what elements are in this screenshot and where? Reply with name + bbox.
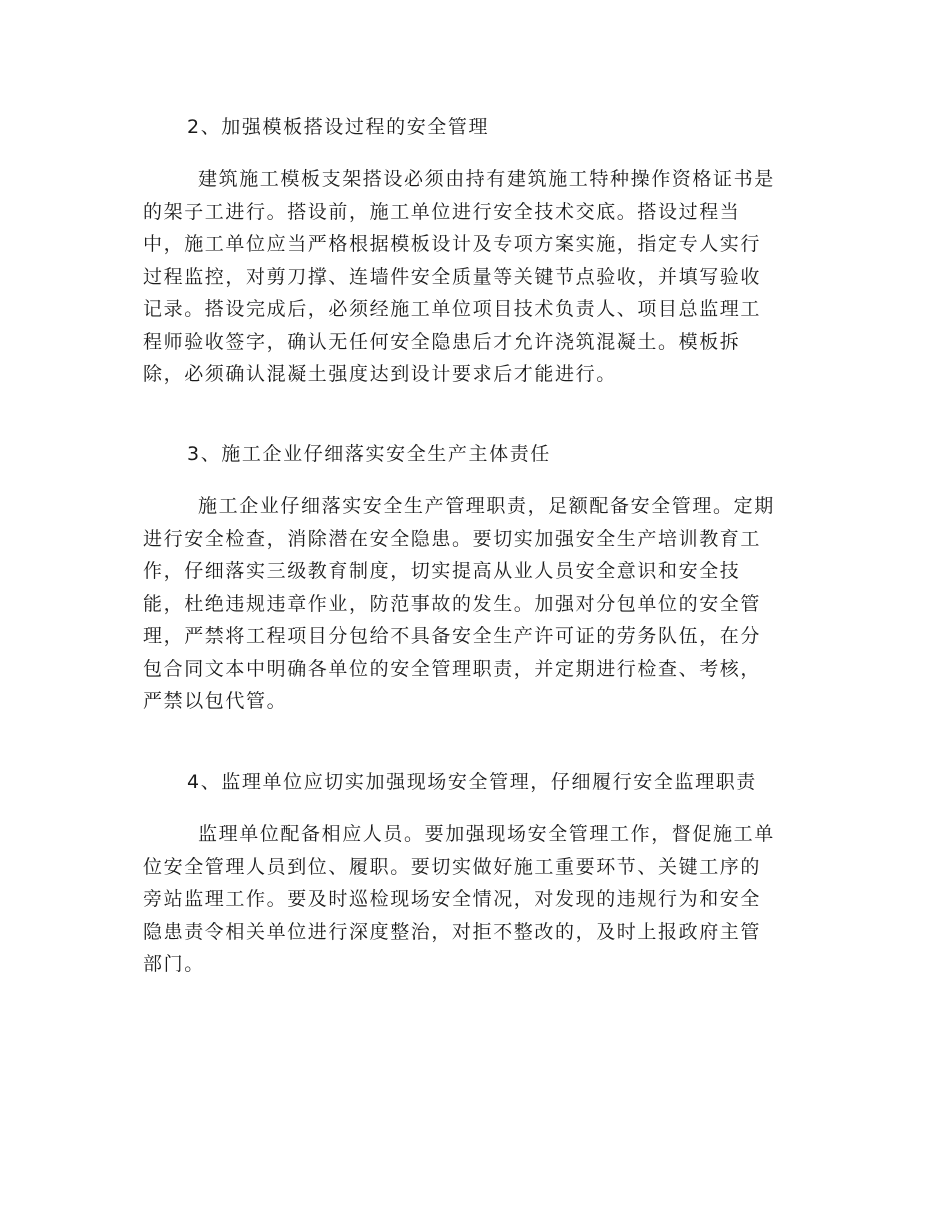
section-paragraph	[143, 163, 813, 391]
paragraph-line: 隐患责令相关单位进行深度整治，对拒不整改的，及时上报政府主管	[143, 920, 762, 943]
paragraph-line: 理，严禁将工程项目分包给不具备安全生产许可证的劳务队伍，在分	[143, 625, 762, 647]
paragraph-line: 部门。	[143, 953, 205, 975]
paragraph-line: 建筑施工模板支架搭设必须由持有建筑施工特种操作资格证书是	[198, 168, 775, 190]
paragraph-line: 除，必须确认混凝土强度达到设计要求后才能进行。	[143, 363, 617, 385]
paragraph-line: 作，仔细落实三级教育制度，切实提高从业人员安全意识和安全技	[143, 560, 741, 582]
section-paragraph	[143, 818, 813, 981]
paragraph-line: 的架子工进行。搭设前，施工单位进行安全技术交底。搭设过程当	[143, 200, 741, 223]
paragraph-line: 包合同文本中明确各单位的安全管理职责，并定期进行检查、考核，	[143, 657, 762, 680]
paragraph-line: 监理单位配备相应人员。要加强现场安全管理工作，督促施工单	[198, 823, 775, 845]
paragraph-line: 施工企业仔细落实安全生产管理职责，足额配备安全管理。定期	[198, 495, 775, 517]
paragraph-line: 严禁以包代管。	[143, 690, 288, 712]
paragraph-line: 过程监控，对剪刀撑、连墙件安全质量等关键节点验收，并填写验收	[143, 265, 762, 288]
section-heading: 4、监理单位应切实加强现场安全管理，仔细履行安全监理职责	[187, 771, 757, 793]
paragraph-line: 程师验收签字，确认无任何安全隐患后才允许浇筑混凝土。模板拆	[143, 330, 741, 353]
paragraph-line: 旁站监理工作。要及时巡检现场安全情况，对发现的违规行为和安全	[143, 888, 762, 910]
section-paragraph	[143, 490, 813, 718]
paragraph-line: 进行安全检查，消除潜在安全隐患。要切实加强安全生产培训教育工	[143, 527, 762, 550]
section-heading: 3、施工企业仔细落实安全生产主体责任	[187, 443, 551, 465]
paragraph-line: 记录。搭设完成后，必须经施工单位项目技术负责人、项目总监理工	[143, 298, 762, 320]
paragraph-line: 位安全管理人员到位、履职。要切实做好施工重要环节、关键工序的	[143, 855, 762, 878]
paragraph-line: 中，施工单位应当严格根据模板设计及专项方案实施，指定专人实行	[143, 233, 762, 255]
section-heading: 2、加强模板搭设过程的安全管理	[187, 116, 490, 138]
paragraph-line: 能，杜绝违规违章作业，防范事故的发生。加强对分包单位的安全管	[143, 592, 762, 615]
